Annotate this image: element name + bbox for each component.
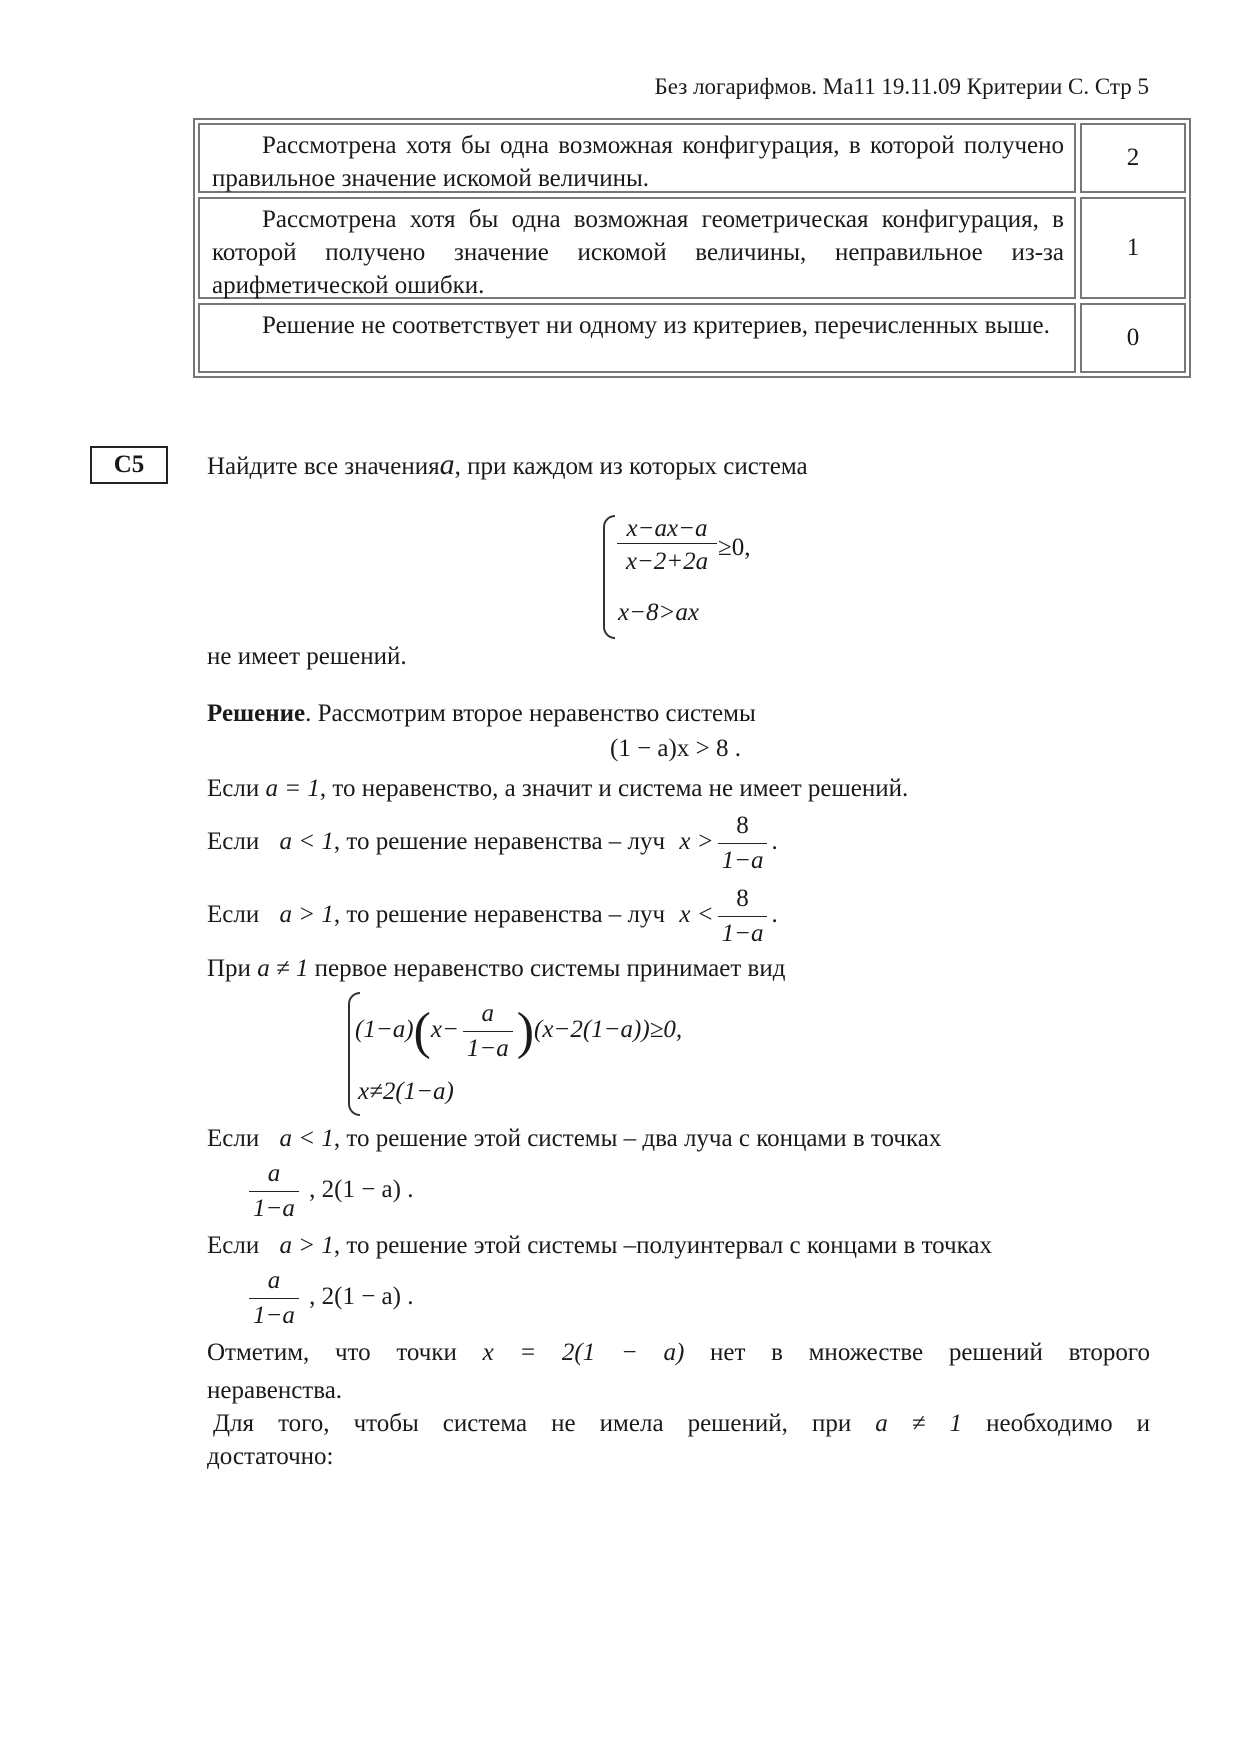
case-condition: a > 1 <box>279 901 334 929</box>
final-condition: a ≠ 1 <box>875 1410 963 1437</box>
case-condition: a = 1 <box>265 775 320 802</box>
final-line <box>213 1410 1150 1438</box>
fraction-numerator: 8 <box>736 885 749 912</box>
factor: x− <box>430 1016 459 1044</box>
endpoint-text: , 2(1 − a) . <box>309 1283 414 1311</box>
case-text: , то решение неравенства – луч <box>333 901 666 929</box>
fraction <box>718 885 768 948</box>
interval-endpoints <box>245 1267 413 1330</box>
case-text: Если <box>207 1232 260 1259</box>
problem-label: C5 <box>90 446 168 484</box>
half-interval-case <box>207 1232 992 1260</box>
case-text: При <box>207 955 251 982</box>
case-condition: a < 1 <box>279 1125 334 1152</box>
criteria-row <box>198 123 1186 193</box>
case-text: Если <box>207 901 260 929</box>
fraction-numerator: a <box>267 1267 281 1294</box>
first-inequality-form <box>207 955 785 983</box>
fraction-denominator: 1−a <box>718 916 768 948</box>
endpoint-text: , 2(1 − a) . <box>309 1176 414 1204</box>
fraction-denominator: 1−a <box>463 1031 513 1063</box>
fraction <box>718 812 768 875</box>
case-text: Если <box>207 1125 260 1152</box>
case-ray: x > <box>679 828 714 856</box>
fraction-numerator: 8 <box>736 812 749 839</box>
second-inequality: (1 − a)x > 8 . <box>610 735 741 762</box>
case-text: , то решение этой системы –полуинтервал с концами в точках <box>333 1232 992 1259</box>
note-text: неравенства. <box>207 1377 343 1404</box>
problem-conclusion: не имеет решений. <box>207 643 407 670</box>
criteria-score: 1 <box>1080 197 1186 299</box>
criteria-text: Рассмотрена хотя бы одна возможная конфигурация, в которой получено правильное значение искомой величины. <box>198 123 1076 193</box>
case-condition: a ≠ 1 <box>257 955 309 982</box>
case-condition: a > 1 <box>279 1232 334 1259</box>
fraction-numerator: a <box>267 1160 281 1187</box>
fraction <box>249 1267 299 1330</box>
case-condition: a < 1 <box>279 828 334 856</box>
system-second-line: x≠2(1−a) <box>358 1078 454 1105</box>
criteria-text: Рассмотрена хотя бы одна возможная геометрическая конфигурация, в которой получено значение искомой величины, неправильное из-за арифметической ошибки. <box>198 197 1076 299</box>
note-text: нет в множестве решений второго <box>710 1339 1150 1366</box>
case-text: первое неравенство системы принимает вид <box>314 955 786 982</box>
case-a-equals-1 <box>207 775 908 803</box>
case-text: , то решение этой системы – два луча с концами в точках <box>333 1125 942 1152</box>
case-a-greater-1: Если a > 1, то решение неравенства – луч x < $\frac{8}{1-a}$ . <box>207 885 778 947</box>
note-text: Отметим, что точки <box>207 1339 457 1366</box>
var-a: a <box>439 448 455 481</box>
system-fraction <box>617 515 717 576</box>
problem-statement <box>207 448 808 482</box>
case-text: , то решение неравенства – луч <box>333 828 666 856</box>
criteria-score: 0 <box>1080 303 1186 373</box>
criteria-text: Решение не соответствует ни одному из критериев, перечисленных выше. <box>198 303 1076 373</box>
fraction-numerator: x−ax−a <box>626 515 708 542</box>
system-second-inequality: x−8>ax <box>618 599 699 626</box>
factor: (1−a) <box>355 1016 414 1044</box>
case-a-less-1: Если a < 1, то решение неравенства – луч x > $\frac{8}{1-a}$ . <box>207 812 778 874</box>
fraction-denominator: 1−a <box>249 1191 299 1223</box>
fraction <box>249 1160 299 1223</box>
criteria-table <box>193 118 1191 378</box>
fraction-numerator: a <box>481 1000 495 1027</box>
statement-text: Найдите все значения <box>207 453 440 480</box>
final-text: Для того, чтобы система не имела решений, при <box>213 1410 852 1437</box>
fraction-denominator: x−2+2a <box>617 543 717 576</box>
final-text: достаточно: <box>207 1443 334 1470</box>
solution-intro-text: . Рассмотрим второе неравенство системы <box>305 700 756 727</box>
criteria-row <box>198 303 1186 373</box>
case-text: Если <box>207 775 260 802</box>
note-line <box>207 1339 1150 1367</box>
solution-intro <box>207 700 756 728</box>
note-formula: x = 2(1 − a) <box>482 1339 685 1366</box>
two-rays-case <box>207 1125 941 1153</box>
fraction-denominator: 1−a <box>718 843 768 875</box>
fraction <box>463 1000 513 1063</box>
criteria-row <box>198 197 1186 299</box>
system-relation: ≥0, <box>718 534 751 561</box>
criteria-score: 2 <box>1080 123 1186 193</box>
case-ray: x < <box>679 901 714 929</box>
final-text: необходимо и <box>986 1410 1151 1437</box>
solution-label: Решение <box>207 700 306 727</box>
statement-text: , при каждом из которых система <box>454 453 808 480</box>
case-text: , то неравенство, а значит и система не имеет решений. <box>319 775 909 802</box>
system-first-line: (1−a)(x− $\frac{a}{1-a}$ )(x−2(1−a))≥0, <box>355 1000 683 1062</box>
ray-endpoints <box>245 1160 413 1223</box>
factor: (x−2(1−a))≥0, <box>534 1016 683 1044</box>
fraction-denominator: 1−a <box>249 1298 299 1330</box>
page-header: Без логарифмов. Ма11 19.11.09 Критерии С. Стр 5 <box>654 74 1149 99</box>
system-brace <box>603 515 615 639</box>
case-text: Если <box>207 828 260 856</box>
